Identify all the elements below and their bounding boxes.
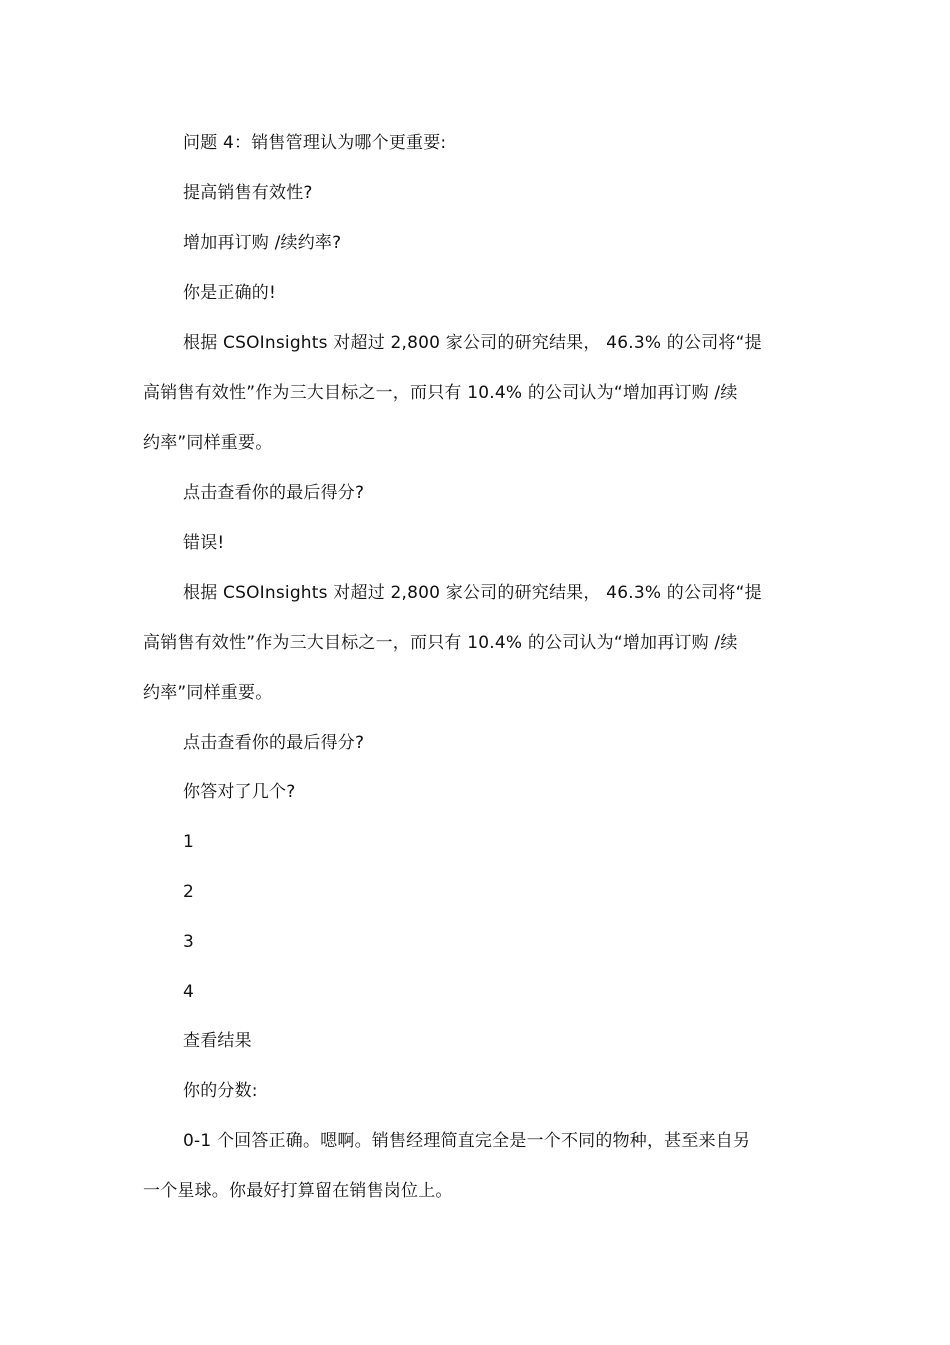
view-final-score-prompt-2: 点击查看你的最后得分? <box>183 733 365 753</box>
score-option-4: 4 <box>183 982 195 1002</box>
question-4-text: 问题 4：销售管理认为哪个更重要: <box>183 133 447 153</box>
wrong-feedback-paragraph-line-3: 约率”同样重要。 <box>143 683 273 703</box>
option-improve-sales-effectiveness: 提高销售有效性? <box>183 183 313 203</box>
score-result-paragraph-line-2: 一个星球。你最好打算留在销售岗位上。 <box>143 1181 453 1201</box>
correct-feedback-paragraph-line-1: 根据 CSOInsights 对超过 2,800 家公司的研究结果， 46.3% 的公司将“提 <box>183 333 762 353</box>
wrong-feedback-paragraph-line-1: 根据 CSOInsights 对超过 2,800 家公司的研究结果， 46.3% 的公司将“提 <box>183 583 762 603</box>
correct-feedback-heading: 你是正确的! <box>183 283 277 303</box>
correct-feedback-paragraph-line-3: 约率”同样重要。 <box>143 433 273 453</box>
wrong-feedback-heading: 错误! <box>183 533 225 553</box>
how-many-correct-question: 你答对了几个? <box>183 782 296 802</box>
correct-feedback-paragraph-line-2: 高销售有效性”作为三大目标之一，而只有 10.4% 的公司认为“增加再订购 /续 <box>143 383 738 403</box>
view-final-score-prompt-1: 点击查看你的最后得分? <box>183 483 365 503</box>
score-option-1: 1 <box>183 832 195 852</box>
view-results-label: 查看结果 <box>183 1031 252 1051</box>
your-score-label: 你的分数: <box>183 1081 258 1101</box>
wrong-feedback-paragraph-line-2: 高销售有效性”作为三大目标之一，而只有 10.4% 的公司认为“增加再订购 /续 <box>143 633 738 653</box>
option-increase-reorder-rate: 增加再订购 /续约率? <box>183 233 342 253</box>
score-option-3: 3 <box>183 932 195 952</box>
score-option-2: 2 <box>183 882 195 902</box>
score-result-paragraph-line-1: 0-1 个回答正确。嗯啊。销售经理简直完全是一个不同的物种，甚至来自另 <box>183 1131 751 1151</box>
